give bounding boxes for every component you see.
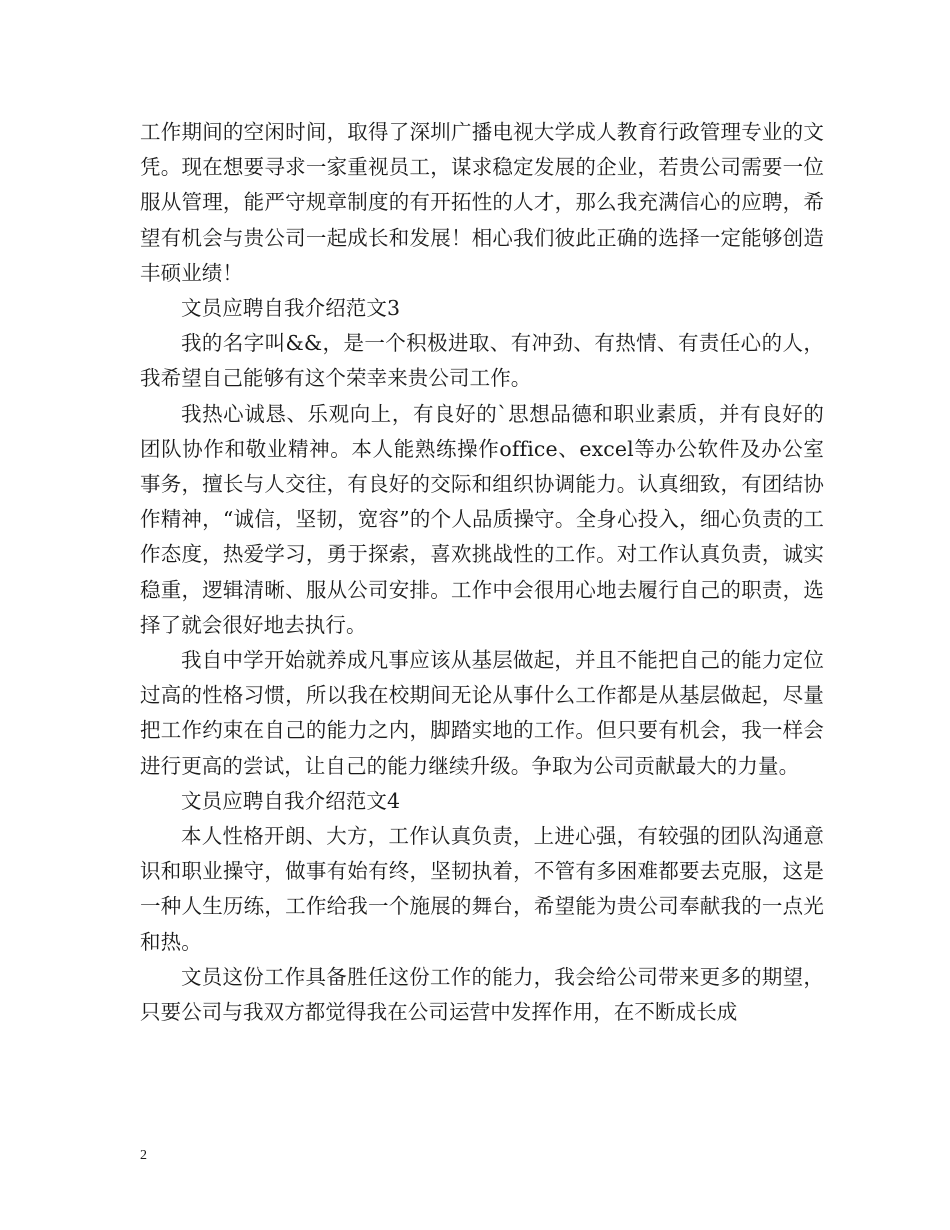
paragraph-personal-qualities: 我热心诚恳、乐观向上，有良好的`思想品德和职业素质，并有良好的团队协作和敬业精神。本人能熟练操作office、excel等办公软件及办公室事务，擅长与人交往，有良好的交际和组织协调能力。认真细致，有团结协作精神，“诚信，坚韧，宽容”的个人品质操守。全身心投入，细心负责的工作态度，热爱学习，勇于探索，喜欢挑战性的工作。对工作认真负责，诚实稳重，逻辑清晰、服从公司安排。工作中会很用心地去履行自己的职责，选择了就会很好地去执行。	[140, 401, 824, 637]
paragraph-clerk-capability: 文员这份工作具备胜任这份工作的能力，我会给公司带来更多的期望，只要公司与我双方都觉得我在公司运营中发挥作用，在不断成长成	[140, 964, 824, 1025]
section-heading-sample-4: 文员应聘自我介绍范文4	[181, 788, 401, 813]
paragraph-personality: 本人性格开朗、大方，工作认真负责，上进心强，有较强的团队沟通意识和职业操守，做事有始有终，坚韧执着，不管有多困难都要去克服，这是一种人生历练，工作给我一个施展的舞台，希望能为贵公司奉献我的一点光和热。	[140, 824, 824, 954]
document-body	[140, 115, 824, 1030]
paragraph-intro-name: 我的名字叫&&，是一个积极进取、有冲劲、有热情、有责任心的人，我希望自己能够有这个荣幸来贵公司工作。	[140, 331, 824, 391]
paragraph-work-attitude: 我自中学开始就养成凡事应该从基层做起，并且不能把自己的能力定位过高的性格习惯，所以我在校期间无论从事什么工作都是从基层做起，尽量把工作约束在自己的能力之内，脚踏实地的工作。但只要有机会，我一样会进行更高的尝试，让自己的能力继续升级。争取为公司贡献最大的力量。	[140, 648, 824, 778]
section-heading-sample-3: 文员应聘自我介绍范文3	[181, 296, 401, 321]
paragraph-continuation: 工作期间的空闲时间，取得了深圳广播电视大学成人教育行政管理专业的文凭。现在想要寻求一家重视员工，谋求稳定发展的企业，若贵公司需要一位服从管理，能严守规章制度的有开拓性的人才，那么我充满信心的应聘，希望有机会与贵公司一起成长和发展！相心我们彼此正确的选择一定能够创造丰硕业绩！	[140, 120, 824, 285]
page-number: 2	[140, 1148, 147, 1163]
